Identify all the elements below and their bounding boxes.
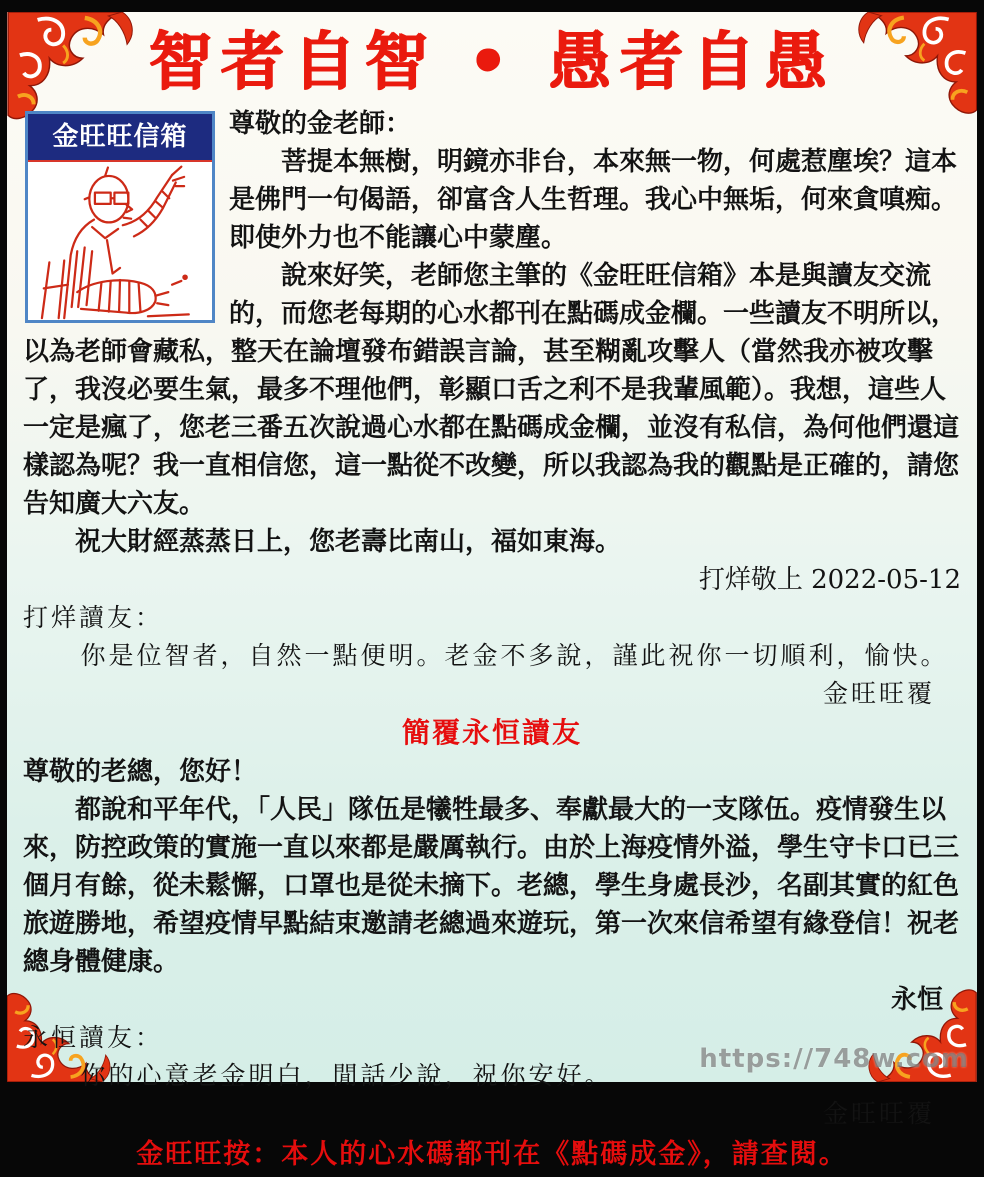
- mailbox-logo-label: 金旺旺信箱: [28, 114, 212, 162]
- reply2-salutation: 永恒讀友：: [23, 1023, 164, 1053]
- reply1-salutation: 打烊讀友：: [23, 603, 164, 633]
- editor-footer-note: 金旺旺按：本人的心水碼都刊在《點碼成金》，請查閱。: [136, 1139, 848, 1171]
- letter1-paragraph-3: 祝大財經蒸蒸日上，您老壽比南山，福如東海。: [75, 527, 622, 558]
- reply2-body: 你的心意老金明白，閒話少說，祝你安好。: [80, 1061, 613, 1091]
- letters-content: [7, 103, 977, 1177]
- reply1-body: 你是位智者，自然一點便明。老金不多說，謹此祝你一切順利，愉快。: [80, 641, 949, 671]
- mailbox-logo-box: [25, 111, 215, 323]
- letter2-salutation: 尊敬的老總，您好！: [23, 757, 258, 788]
- reply1-signature: 金旺旺覆: [822, 679, 935, 709]
- letter2-signature: 永恒: [890, 985, 943, 1016]
- letter1-signature: 打烊敬上 2022-05-12: [698, 565, 961, 596]
- page-background: [7, 12, 977, 1171]
- letter2-paragraph-1: 都說和平年代，「人民」隊伍是犧牲最多、奉獻最大的一支隊伍。疫情發生以來，防控政策的實施一直以來都是嚴厲執行。由於上海疫情外溢，學生守卡口已三個月有餘，從未鬆懈，口罩也是從未摘下。老總，學生身處長沙，名副其實的紅色旅遊勝地，希望疫情早點結束邀請老總過來遊玩，第一次來信希望有緣登信！祝老總身體健康。: [23, 795, 960, 978]
- page-title: 智者自智 • 愚者自愚: [148, 24, 836, 98]
- letter1-paragraph-1: 菩提本無樹，明鏡亦非台，本來無一物，何處惹塵埃？這本是佛門一句偈語，卻富含人生哲理。我心中無垢，何來貪嗔痴。即使外力也不能讓心中蒙塵。: [229, 147, 958, 254]
- letter1-salutation: 尊敬的金老師：: [229, 109, 412, 140]
- pointing-man-sketch-icon: [28, 162, 212, 320]
- reply2-signature: 金旺旺覆: [822, 1099, 935, 1129]
- section2-heading: 簡覆永恒讀友: [401, 716, 582, 750]
- site-watermark: https://748w.com: [699, 1044, 969, 1074]
- letter1-paragraph-2: 說來好笑，老師您主筆的《金旺旺信箱》本是與讀友交流的，而您老每期的心水都刊在點碼成金欄。一些讀友不明所以，以為老師會藏私，整天在論壇發布錯誤言論，甚至糊亂攻擊人（當然我亦被攻擊了，我沒必要生氣，最多不理他們，彰顯口舌之利不是我輩風範）。我想，這些人一定是瘋了，您老三番五次說過心水都在點碼成金欄，並沒有私信，為何他們還這樣認為呢？我一直相信您，這一點從不改變，所以我認為我的觀點是正確的，請您告知廣大六友。: [23, 261, 960, 520]
